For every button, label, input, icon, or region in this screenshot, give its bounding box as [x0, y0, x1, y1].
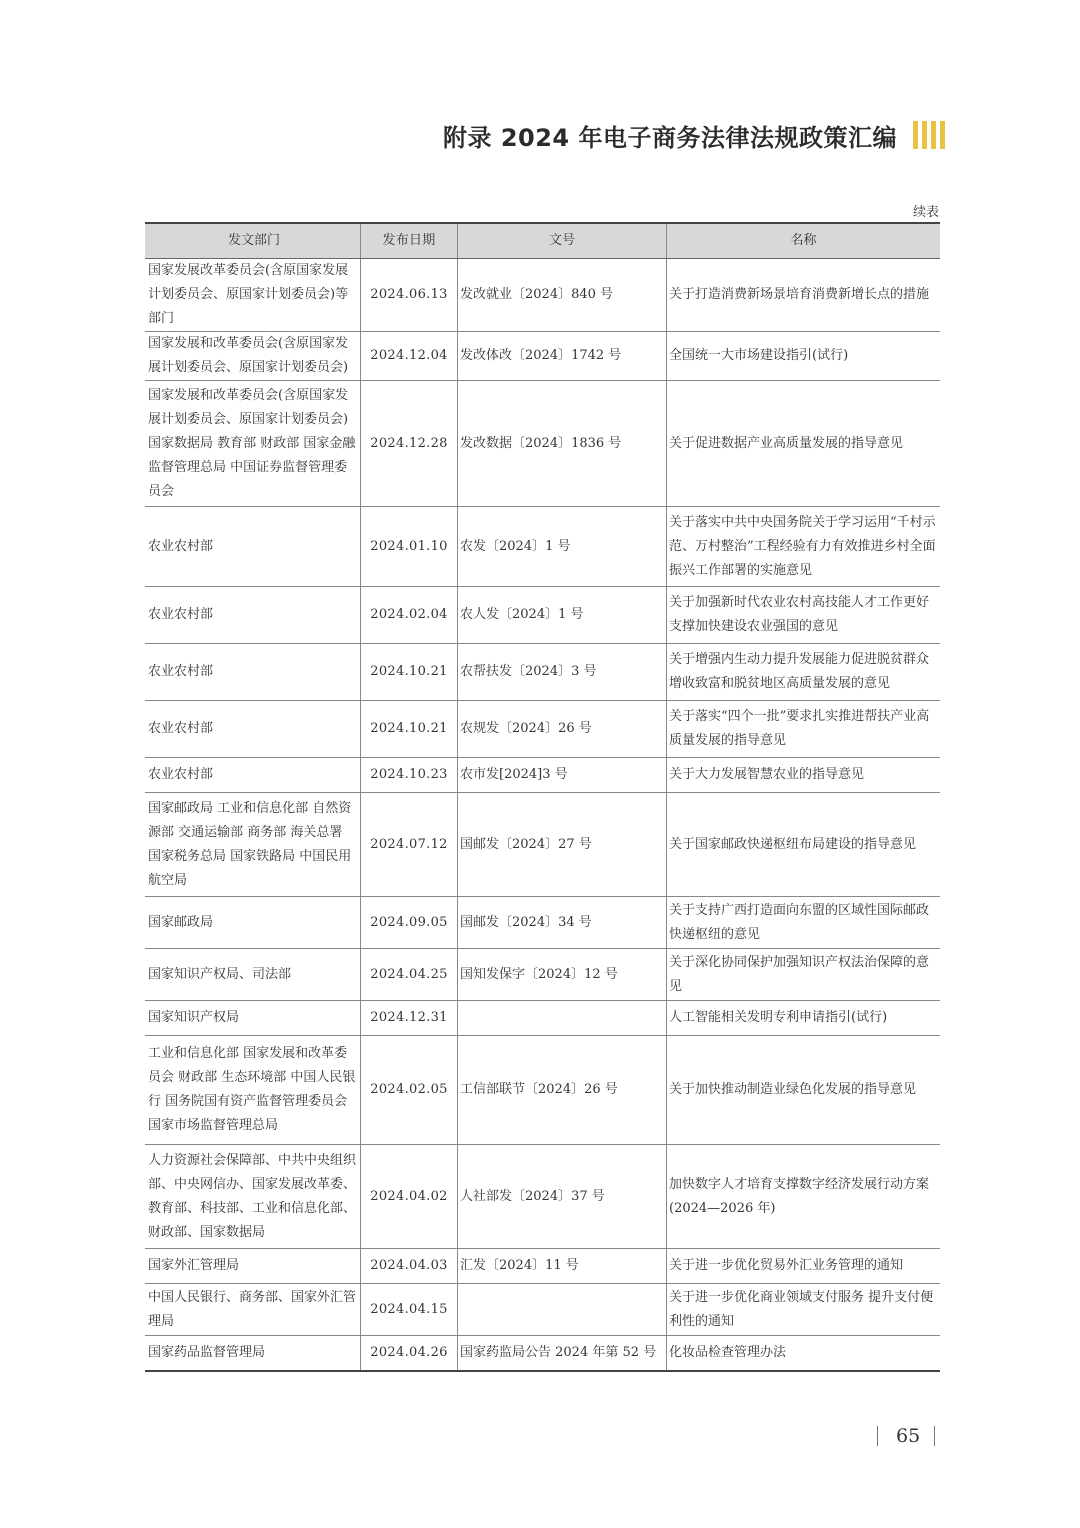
cell-name: 人工智能相关发明专利申请指引(试行): [667, 1001, 941, 1036]
cell-date: 2024.04.03: [361, 1249, 458, 1284]
cell-name: 关于国家邮政快递枢纽布局建设的指导意见: [667, 793, 941, 897]
page-title: 附录 2024 年电子商务法律法规政策汇编: [442, 124, 897, 152]
cell-doc-no: 国家药监局公告 2024 年第 52 号: [458, 1336, 667, 1371]
cell-doc-no: 国知发保字〔2024〕12 号: [458, 949, 667, 1001]
cell-date: 2024.06.13: [361, 259, 458, 332]
cell-doc-no: 农规发〔2024〕26 号: [458, 701, 667, 758]
cell-doc-no: 农市发[2024]3 号: [458, 758, 667, 793]
cell-name: 关于促进数据产业高质量发展的指导意见: [667, 381, 941, 507]
table-row: [145, 1001, 940, 1036]
table-row: [145, 897, 940, 949]
cell-dept: 农业农村部: [145, 701, 361, 758]
cell-dept: 国家知识产权局、司法部: [145, 949, 361, 1001]
cell-dept: 农业农村部: [145, 644, 361, 701]
cell-dept: 国家发展和改革委员会(含原国家发展计划委员会、原国家计划委员会) 国家数据局 教育部 财政部 国家金融监督管理总局 中国证券监督管理委员会: [145, 381, 361, 507]
cell-dept: 国家发展改革委员会(含原国家发展计划委员会、原国家计划委员会)等部门: [145, 259, 361, 332]
column-header-date: 发布日期: [361, 223, 458, 259]
cell-date: 2024.07.12: [361, 793, 458, 897]
column-header-dept: 发文部门: [145, 223, 361, 259]
cell-dept: 农业农村部: [145, 758, 361, 793]
table-row: [145, 332, 940, 381]
cell-date: 2024.04.26: [361, 1336, 458, 1371]
cell-date: 2024.09.05: [361, 897, 458, 949]
table-row: [145, 644, 940, 701]
cell-name: 关于打造消费新场景培育消费新增长点的措施: [667, 259, 941, 332]
cell-dept: 中国人民银行、商务部、国家外汇管理局: [145, 1284, 361, 1336]
cell-date: 2024.04.25: [361, 949, 458, 1001]
cell-doc-no: 发改体改〔2024〕1742 号: [458, 332, 667, 381]
cell-name: 关于支持广西打造面向东盟的区域性国际邮政快递枢纽的意见: [667, 897, 941, 949]
cell-name: 关于增强内生动力提升发展能力促进脱贫群众增收致富和脱贫地区高质量发展的意见: [667, 644, 941, 701]
table-continued-note: 续表: [912, 205, 939, 220]
table-row: [145, 1336, 940, 1371]
cell-date: 2024.10.21: [361, 701, 458, 758]
cell-date: 2024.12.31: [361, 1001, 458, 1036]
cell-date: 2024.12.28: [361, 381, 458, 507]
cell-name: 关于深化协同保护加强知识产权法治保障的意见: [667, 949, 941, 1001]
cell-doc-no: 发改数据〔2024〕1836 号: [458, 381, 667, 507]
column-header-doc-no: 文号: [458, 223, 667, 259]
cell-doc-no: 工信部联节〔2024〕26 号: [458, 1036, 667, 1145]
column-header-name: 名称: [667, 223, 941, 259]
cell-dept: 国家邮政局 工业和信息化部 自然资源部 交通运输部 商务部 海关总署 国家税务总局 国家铁路局 中国民用航空局: [145, 793, 361, 897]
header-accent-bars: [913, 121, 945, 149]
accent-bar: [922, 121, 927, 149]
table-row: [145, 381, 940, 507]
cell-date: 2024.12.04: [361, 332, 458, 381]
table-row: [145, 949, 940, 1001]
table-row: [145, 701, 940, 758]
cell-dept: 国家药品监督管理局: [145, 1336, 361, 1371]
cell-dept: 工业和信息化部 国家发展和改革委员会 财政部 生态环境部 中国人民银行 国务院国有资产监督管理委员会 国家市场监督管理总局: [145, 1036, 361, 1145]
cell-name: 关于加快推动制造业绿色化发展的指导意见: [667, 1036, 941, 1145]
table-row: [145, 1284, 940, 1336]
table-row: [145, 1036, 940, 1145]
cell-date: 2024.04.02: [361, 1145, 458, 1249]
cell-dept: 国家知识产权局: [145, 1001, 361, 1036]
cell-date: 2024.10.23: [361, 758, 458, 793]
table-row: [145, 259, 940, 332]
cell-doc-no: 国邮发〔2024〕27 号: [458, 793, 667, 897]
cell-name: 关于大力发展智慧农业的指导意见: [667, 758, 941, 793]
cell-dept: 国家发展和改革委员会(含原国家发展计划委员会、原国家计划委员会): [145, 332, 361, 381]
cell-name: 全国统一大市场建设指引(试行): [667, 332, 941, 381]
cell-date: 2024.02.04: [361, 587, 458, 644]
table-row: [145, 1249, 940, 1284]
cell-doc-no: 国邮发〔2024〕34 号: [458, 897, 667, 949]
cell-date: 2024.02.05: [361, 1036, 458, 1145]
cell-dept: 农业农村部: [145, 587, 361, 644]
cell-name: 关于落实中共中央国务院关于学习运用“千村示范、万村整治”工程经验有力有效推进乡村全面振兴工作部署的实施意见: [667, 507, 941, 587]
page-number-divider: [934, 1426, 935, 1446]
table-row: [145, 793, 940, 897]
cell-date: 2024.01.10: [361, 507, 458, 587]
cell-doc-no: 人社部发〔2024〕37 号: [458, 1145, 667, 1249]
table-header-row: [145, 223, 940, 259]
table-row: [145, 507, 940, 587]
accent-bar: [913, 121, 918, 149]
cell-doc-no: [458, 1001, 667, 1036]
regulations-table: [145, 222, 940, 1372]
accent-bar: [940, 121, 945, 149]
cell-name: 关于加强新时代农业农村高技能人才工作更好支撑加快建设农业强国的意见: [667, 587, 941, 644]
cell-name: 关于进一步优化贸易外汇业务管理的通知: [667, 1249, 941, 1284]
cell-name: 化妆品检查管理办法: [667, 1336, 941, 1371]
cell-doc-no: [458, 1284, 667, 1336]
table-row: [145, 587, 940, 644]
cell-name: 关于落实“四个一批”要求扎实推进帮扶产业高质量发展的指导意见: [667, 701, 941, 758]
cell-date: 2024.10.21: [361, 644, 458, 701]
cell-dept: 国家邮政局: [145, 897, 361, 949]
table-row: [145, 1145, 940, 1249]
page-number: 65: [896, 1425, 921, 1447]
accent-bar: [931, 121, 936, 149]
page-number-block: [877, 1423, 935, 1449]
table-row: [145, 758, 940, 793]
cell-dept: 农业农村部: [145, 507, 361, 587]
cell-doc-no: 农发〔2024〕1 号: [458, 507, 667, 587]
cell-name: 加快数字人才培育支撑数字经济发展行动方案(2024—2026 年): [667, 1145, 941, 1249]
cell-date: 2024.04.15: [361, 1284, 458, 1336]
cell-doc-no: 农帮扶发〔2024〕3 号: [458, 644, 667, 701]
cell-name: 关于进一步优化商业领域支付服务 提升支付便利性的通知: [667, 1284, 941, 1336]
cell-dept: 国家外汇管理局: [145, 1249, 361, 1284]
cell-doc-no: 汇发〔2024〕11 号: [458, 1249, 667, 1284]
cell-doc-no: 农人发〔2024〕1 号: [458, 587, 667, 644]
cell-dept: 人力资源社会保障部、中共中央组织部、中央网信办、国家发展改革委、教育部、科技部、工业和信息化部、财政部、国家数据局: [145, 1145, 361, 1249]
cell-doc-no: 发改就业〔2024〕840 号: [458, 259, 667, 332]
